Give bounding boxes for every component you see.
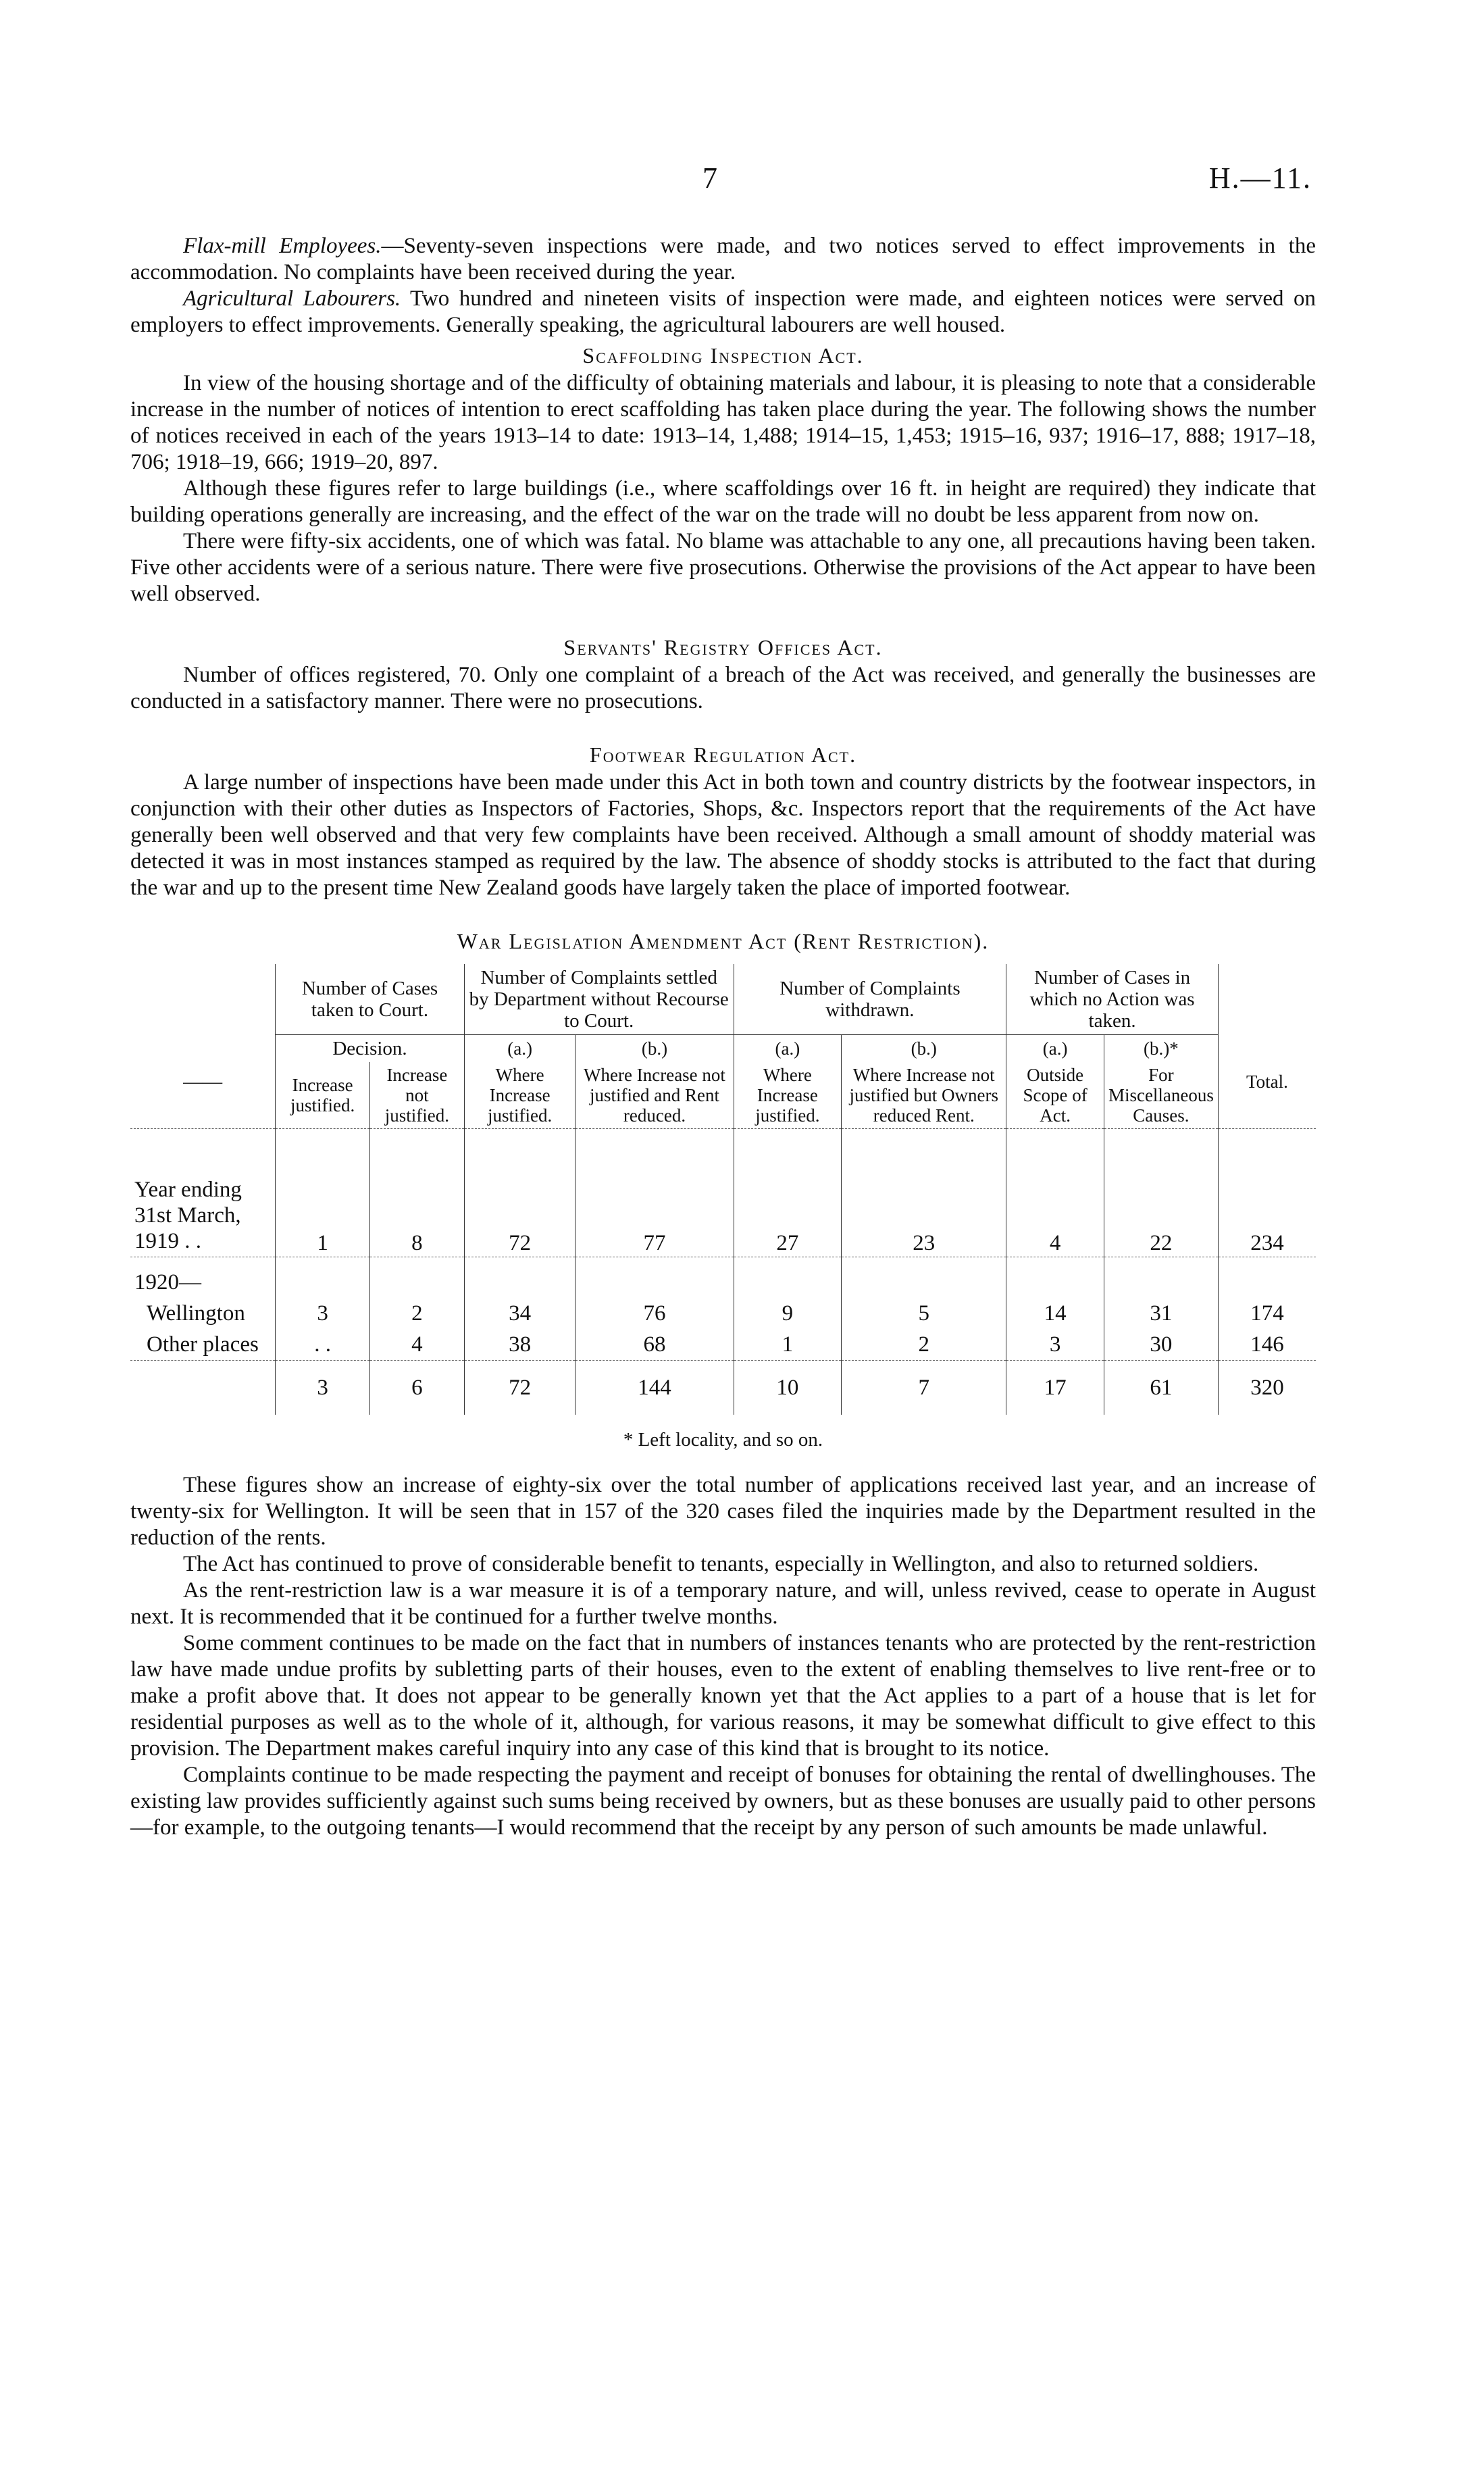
rent-restriction-table [130, 964, 1316, 1415]
flax-mill-paragraph [130, 233, 1316, 286]
withdrawn-a-mark: (a.) [734, 1035, 842, 1063]
noaction-b-header: For Miscellaneous Causes. [1104, 1062, 1218, 1129]
closing-paragraph: These figures show an increase of eighty-six over the total number of applications received last year, and an increase of twenty-six for Wellington. It will be seen that in 157 of the 320 cases filed the inquiries made by the Department resulted in the reduction of the rents. [130, 1472, 1316, 1550]
table-cell: 4 [370, 1329, 465, 1361]
table-cell: 1 [734, 1329, 842, 1361]
table-cell: 3 [276, 1361, 370, 1415]
table-cell [575, 1257, 734, 1299]
total-header: Total. [1218, 1035, 1316, 1129]
withdrawn-a-header: Where Increase justified. [734, 1062, 842, 1129]
scaffolding-paragraph: Although these figures refer to large buildings (i.e., where scaffoldings over 16 ft. in height are required) they indicate that building operations generally are increasing, and the effect of the war on the trade will no doubt be less apparent from now on. [130, 476, 1316, 527]
row-label: Other places [147, 1332, 259, 1357]
table-title: War Legislation Amendment Act (Rent Restriction). [457, 929, 990, 953]
servants-heading: Servants' Registry Offices Act. [563, 635, 883, 659]
table-cell [842, 1257, 1006, 1299]
agricultural-text: Two hundred and nineteen visits of inspection were made, and eighteen notices were served on employers to effect improvements. Generally speaking, the agricultural labourers are well housed. [130, 286, 1316, 337]
blank-dash-cell: —— [183, 1070, 223, 1092]
no-action-group-header: Number of Cases in which no Action was taken. [1006, 964, 1219, 1035]
flax-mill-text: —Seventy-seven inspections were made, and two notices served to effect improvements in the accommodation. No complaints have been received during the year. [130, 234, 1316, 284]
table-cell [370, 1257, 465, 1299]
agricultural-lead: Agricultural Labourers. [183, 286, 401, 311]
table-cell: 2 [370, 1298, 465, 1329]
table-cell: 10 [734, 1361, 842, 1415]
court-b-header: Increase not justified. [370, 1062, 465, 1129]
table-cell [734, 1257, 842, 1299]
table-row [130, 1257, 1316, 1299]
noaction-a-header: Outside Scope of Act. [1006, 1062, 1104, 1129]
page-number: 7 [702, 161, 717, 195]
blank-header-cell [130, 964, 276, 1035]
table-cell: 23 [842, 1129, 1006, 1257]
settled-group-header: Number of Complaints settled by Department without Recourse to Court. [464, 964, 734, 1035]
table-cell: 38 [464, 1329, 575, 1361]
noaction-a-mark: (a.) [1006, 1035, 1104, 1063]
table-cell: 234 [1218, 1129, 1316, 1257]
scaffolding-heading: Scaffolding Inspection Act. [582, 343, 864, 368]
table-cell: 8 [370, 1129, 465, 1257]
table-cell: . . [276, 1329, 370, 1361]
closing-paragraph: Some comment continues to be made on the fact that in numbers of instances tenants who are protected by the rent-restriction law have made undue profits by subletting parts of their houses, even to the extent of enabling themselves to live rent-free or to make a profit above that. It does not appear to be generally known yet that the Act applies to a part of a house that is let for residential purposes as well as to the whole of it, although, for various reasons, it may be somewhat difficult to give effect to this provision. The Department makes careful inquiry into any case of this kind that is brought to its notice. [130, 1630, 1316, 1761]
table-row [130, 1129, 1316, 1257]
table-cell: 22 [1104, 1129, 1218, 1257]
closing-paragraph: The Act has continued to prove of considerable benefit to tenants, especially in Wellington, and also to returned soldiers. [183, 1551, 1259, 1576]
table-footnote: * Left locality, and so on. [623, 1428, 823, 1451]
table-cell: 72 [464, 1129, 575, 1257]
withdrawn-b-mark: (b.) [842, 1035, 1006, 1063]
table-cell: 77 [575, 1129, 734, 1257]
table-cell: 68 [575, 1329, 734, 1361]
scaffolding-paragraph: There were fifty-six accidents, one of which was fatal. No blame was attachable to any one, all precautions having been taken. Five other accidents were of a serious nature. There were five prosecutions. Otherwise the provisions of the Act appear to have been well observed. [130, 529, 1316, 606]
flax-mill-lead: Flax-mill Employees. [183, 234, 382, 258]
footwear-heading: Footwear Regulation Act. [589, 743, 857, 767]
scaffolding-paragraph: In view of the housing shortage and of the difficulty of obtaining materials and labour, it is pleasing to note that a considerable increase in the number of notices of intention to erect scaffolding has taken place during the year. The following shows the number of notices received in each of the years 1913–14 to date: 1913–14, 1,488; 1914–15, 1,453; 1915–16, 937; 1916–17, 888; 1917–18, 706; 1918–19, 666; 1919–20, 897. [130, 371, 1316, 474]
footwear-paragraph: A large number of inspections have been made under this Act in both town and country districts by the footwear inspectors, in conjunction with their other duties as Inspectors of Factories, Shops, &c. Inspectors report that the requirements of the Act have generally been well observed and that very few complaints have been received. Although a small amount of shoddy material was detected it was in most instances stamped as required by the law. The absence of shoddy stocks is attributed to the fact that during the war and up to the present time New Zealand goods have largely taken the place of imported footwear. [130, 770, 1316, 900]
table-cell: 7 [842, 1361, 1006, 1415]
table-cell: 31 [1104, 1298, 1218, 1329]
decision-header: Decision. [276, 1035, 465, 1063]
table-cell: 72 [464, 1361, 575, 1415]
table-cell [1104, 1257, 1218, 1299]
servants-paragraph: Number of offices registered, 70. Only one complaint of a breach of the Act was received, and generally the businesses are conducted in a satisfactory manner. There were no prosecutions. [130, 663, 1316, 713]
court-group-header: Number of Cases taken to Court. [276, 964, 465, 1035]
settled-b-header: Where Increase not justified and Rent reduced. [575, 1062, 734, 1129]
table-cell: 6 [370, 1361, 465, 1415]
table-cell: 2 [842, 1329, 1006, 1361]
table-cell: 34 [464, 1298, 575, 1329]
page-body [130, 233, 1316, 1841]
withdrawn-b-header: Where Increase not justified but Owners reduced Rent. [842, 1062, 1006, 1129]
table-cell: 320 [1218, 1361, 1316, 1415]
table-cell [1218, 1257, 1316, 1299]
table-cell: 27 [734, 1129, 842, 1257]
closing-paragraph: Complaints continue to be made respecting the payment and receipt of bonuses for obtaining the rental of dwellinghouses. The existing law provides sufficiently against such sums being received by owners, but as these bonuses are usually paid to other persons—for example, to the outgoing tenants—I would recommend that the receipt by any person of such amounts be made unlawful. [130, 1762, 1316, 1840]
table-cell: 3 [276, 1298, 370, 1329]
table-row [130, 1329, 1316, 1361]
table-cell: 17 [1006, 1361, 1104, 1415]
row-label: Wellington [147, 1301, 245, 1326]
settled-b-mark: (b.) [575, 1035, 734, 1063]
table-cell: 4 [1006, 1129, 1104, 1257]
document-reference: H.—11. [1208, 161, 1312, 195]
table-cell: 146 [1218, 1329, 1316, 1361]
table-cell: 76 [575, 1298, 734, 1329]
settled-a-header: Where Increase justified. [464, 1062, 575, 1129]
table-cell: 144 [575, 1361, 734, 1415]
table-cell: 30 [1104, 1329, 1218, 1361]
table-cell: 61 [1104, 1361, 1218, 1415]
table-cell: 1 [276, 1129, 370, 1257]
row-label: 1920— [130, 1257, 276, 1299]
totals-row [130, 1361, 1316, 1415]
sub-header-row-2 [130, 1062, 1316, 1129]
table-cell [276, 1257, 370, 1299]
settled-a-mark: (a.) [464, 1035, 575, 1063]
row-label: Year ending 31st March, 1919 . . [130, 1129, 276, 1257]
table-row [130, 1298, 1316, 1329]
closing-paragraph: As the rent-restriction law is a war measure it is of a temporary nature, and will, unless revived, cease to operate in August next. It is recommended that it be continued for a further twelve months. [130, 1578, 1316, 1629]
table-cell: 9 [734, 1298, 842, 1329]
table-cell: 3 [1006, 1329, 1104, 1361]
row-label [130, 1361, 276, 1415]
table-cell: 14 [1006, 1298, 1104, 1329]
table-cell [464, 1257, 575, 1299]
table-cell: 174 [1218, 1298, 1316, 1329]
noaction-b-mark: (b.)* [1104, 1035, 1218, 1063]
withdrawn-group-header: Number of Complaints withdrawn. [734, 964, 1006, 1035]
total-group-spacer [1218, 964, 1316, 1035]
table-cell: 5 [842, 1298, 1006, 1329]
table-cell [1006, 1257, 1104, 1299]
court-a-header: Increase justified. [276, 1062, 370, 1129]
sub-header-row-1 [130, 1035, 1316, 1063]
group-header-row [130, 964, 1316, 1035]
agricultural-paragraph [130, 286, 1316, 338]
